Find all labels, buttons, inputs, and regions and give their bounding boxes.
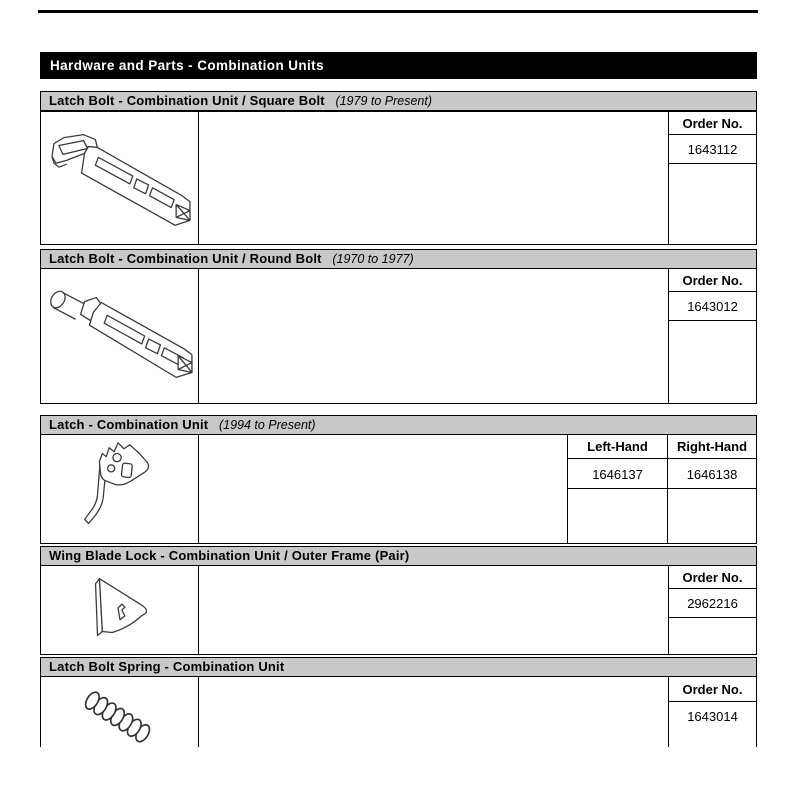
left-hand-header: Left-Hand [568,435,667,459]
left-hand-value: 1646137 [568,460,667,489]
parts-table-round-bolt [40,268,757,404]
order-no-header: Order No. [669,269,756,292]
table-divider [198,112,199,244]
section-title: Latch Bolt Spring - Combination Unit [49,659,285,674]
section-title: Latch - Combination Unit [49,417,209,432]
right-hand-header: Right-Hand [668,435,756,459]
parts-table-wing-blade-lock [40,565,757,655]
wing-blade-lock-drawing [41,566,198,654]
section-title: Latch Bolt - Combination Unit / Square Bolt [49,93,325,108]
section-bar-square-bolt [40,91,757,111]
order-no-header: Order No. [669,677,756,702]
section-year-note: (1970 to 1977) [332,252,414,266]
order-no-header: Order No. [669,566,756,589]
section-bar-wing-blade-lock [40,546,757,566]
table-divider [198,566,199,654]
order-no-value: 1643012 [669,293,756,321]
order-no-value: 1643014 [687,709,738,724]
latch-bolt-spring-drawing [41,677,198,747]
page-title: Hardware and Parts - Combination Units [50,58,324,73]
right-hand-value: 1646138 [668,460,756,489]
page-header-bar [40,52,757,79]
section-title: Latch Bolt - Combination Unit / Round Bolt [49,251,322,266]
table-divider [198,269,199,403]
top-rule [38,10,758,13]
latch-bolt-round-bolt-drawing [41,269,198,403]
section-bar-latch [40,415,757,435]
section-bar-round-bolt [40,249,757,269]
order-no-header: Order No. [669,112,756,135]
section-year-note: (1994 to Present) [218,418,316,432]
table-divider [198,435,199,543]
order-no-value: 2962216 [669,590,756,618]
parts-table-latch [40,434,757,544]
section-year-note: (1979 to Present) [335,94,433,108]
parts-table-square-bolt [40,111,757,245]
section-title: Wing Blade Lock - Combination Unit / Outer Frame (Pair) [49,548,410,563]
section-bar-latch-bolt-spring [40,657,757,677]
latch-drawing [41,435,198,543]
order-no-value: 1643112 [669,136,756,164]
table-divider [198,677,199,747]
parts-table-latch-bolt-spring [40,676,757,747]
latch-bolt-square-bolt-drawing [41,112,198,244]
